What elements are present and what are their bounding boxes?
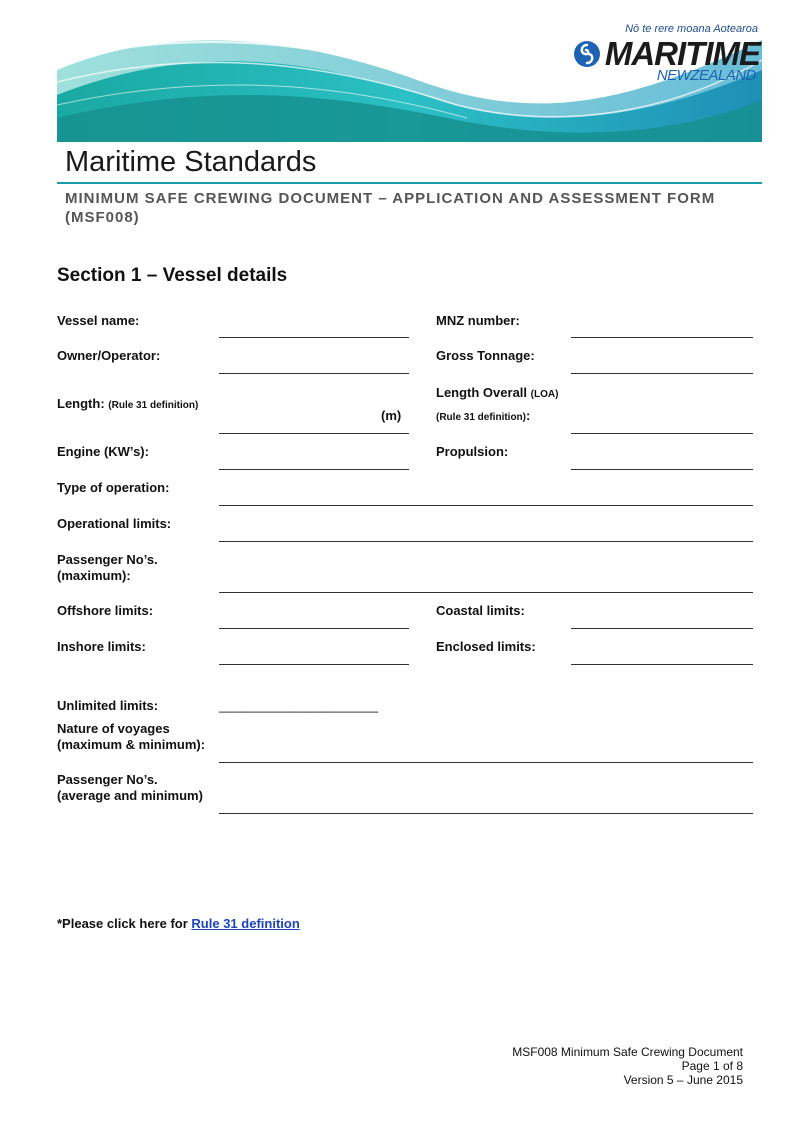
nature-label-line2: (maximum & minimum): <box>57 737 206 752</box>
coastal-limits-field[interactable] <box>571 628 753 629</box>
propulsion-field[interactable] <box>571 469 753 470</box>
vessel-name-label: Vessel name: <box>57 313 140 328</box>
passenger-avg-label-line2: (average and minimum) <box>57 788 203 803</box>
type-of-operation-field[interactable] <box>219 505 753 506</box>
loa-label <box>436 385 558 403</box>
title-divider <box>57 182 762 184</box>
length-label <box>57 396 198 414</box>
passenger-avg-label-line1: Passenger No’s. <box>57 772 158 787</box>
logo-tagline: Nō te rere moana Aotearoa <box>625 23 758 35</box>
loa-label-abbr: (LOA) <box>530 389 559 400</box>
unlimited-limits-field[interactable]: ______________________ <box>219 698 379 713</box>
offshore-limits-field[interactable] <box>219 628 409 629</box>
gross-tonnage-label: Gross Tonnage: <box>436 348 535 363</box>
propulsion-label: Propulsion: <box>436 444 509 459</box>
loa-colon: : <box>526 408 531 423</box>
page-title: Maritime Standards <box>65 146 317 178</box>
loa-label-text: Length Overall <box>436 385 528 400</box>
logo-brand-sub: NEWZEALAND <box>656 67 756 84</box>
loa-note-line <box>436 408 530 426</box>
footer-version: Version 5 – June 2015 <box>623 1073 743 1087</box>
owner-operator-field[interactable] <box>219 373 409 374</box>
vessel-name-field[interactable] <box>219 337 409 338</box>
loa-field[interactable] <box>571 433 753 434</box>
nature-label-line1: Nature of voyages <box>57 721 170 736</box>
enclosed-limits-label: Enclosed limits: <box>436 639 536 654</box>
form-subtitle: MINIMUM SAFE CREWING DOCUMENT – APPLICATION AND ASSESSMENT FORM (MSF008) <box>65 190 716 226</box>
engine-label: Engine (KW’s): <box>57 444 149 459</box>
offshore-limits-label: Offshore limits: <box>57 603 154 618</box>
mnz-number-field[interactable] <box>571 337 753 338</box>
passenger-max-label-line1: Passenger No’s. <box>57 552 158 567</box>
passenger-max-label-line2: (maximum): <box>57 568 131 583</box>
owner-operator-label: Owner/Operator: <box>57 348 161 363</box>
page-footer <box>512 1045 743 1087</box>
type-of-operation-label: Type of operation: <box>57 480 170 495</box>
nature-of-voyages-field[interactable] <box>219 762 753 763</box>
logo-brand-main: MARITIME <box>604 35 760 72</box>
passenger-avg-field[interactable] <box>219 813 753 814</box>
inshore-limits-field[interactable] <box>219 664 409 665</box>
passenger-max-label <box>57 552 158 584</box>
rule-31-note <box>57 916 300 931</box>
engine-field[interactable] <box>219 469 409 470</box>
unlimited-limits-label: Unlimited limits: <box>57 698 159 713</box>
nature-of-voyages-label <box>57 721 205 753</box>
mnz-number-label: MNZ number: <box>436 313 520 328</box>
gross-tonnage-field[interactable] <box>571 373 753 374</box>
loa-note: (Rule 31 definition) <box>436 412 526 423</box>
passenger-max-field[interactable] <box>219 592 753 593</box>
rule-31-link[interactable]: Rule 31 definition <box>191 916 300 931</box>
length-unit: (m) <box>381 408 402 423</box>
passenger-avg-label <box>57 772 203 804</box>
rule-31-note-prefix: *Please click here for <box>57 916 192 931</box>
footer-doc-title: MSF008 Minimum Safe Crewing Document <box>512 1045 743 1059</box>
length-field[interactable] <box>219 433 409 434</box>
section-heading: Section 1 – Vessel details <box>57 265 288 286</box>
inshore-limits-label: Inshore limits: <box>57 639 146 654</box>
koru-icon <box>572 39 602 69</box>
coastal-limits-label: Coastal limits: <box>436 603 525 618</box>
operational-limits-field[interactable] <box>219 541 753 542</box>
operational-limits-label: Operational limits: <box>57 516 172 531</box>
length-label-text: Length: <box>57 396 105 411</box>
footer-page-number: Page 1 of 8 <box>681 1059 743 1073</box>
enclosed-limits-field[interactable] <box>571 664 753 665</box>
length-label-note: (Rule 31 definition) <box>108 400 199 411</box>
